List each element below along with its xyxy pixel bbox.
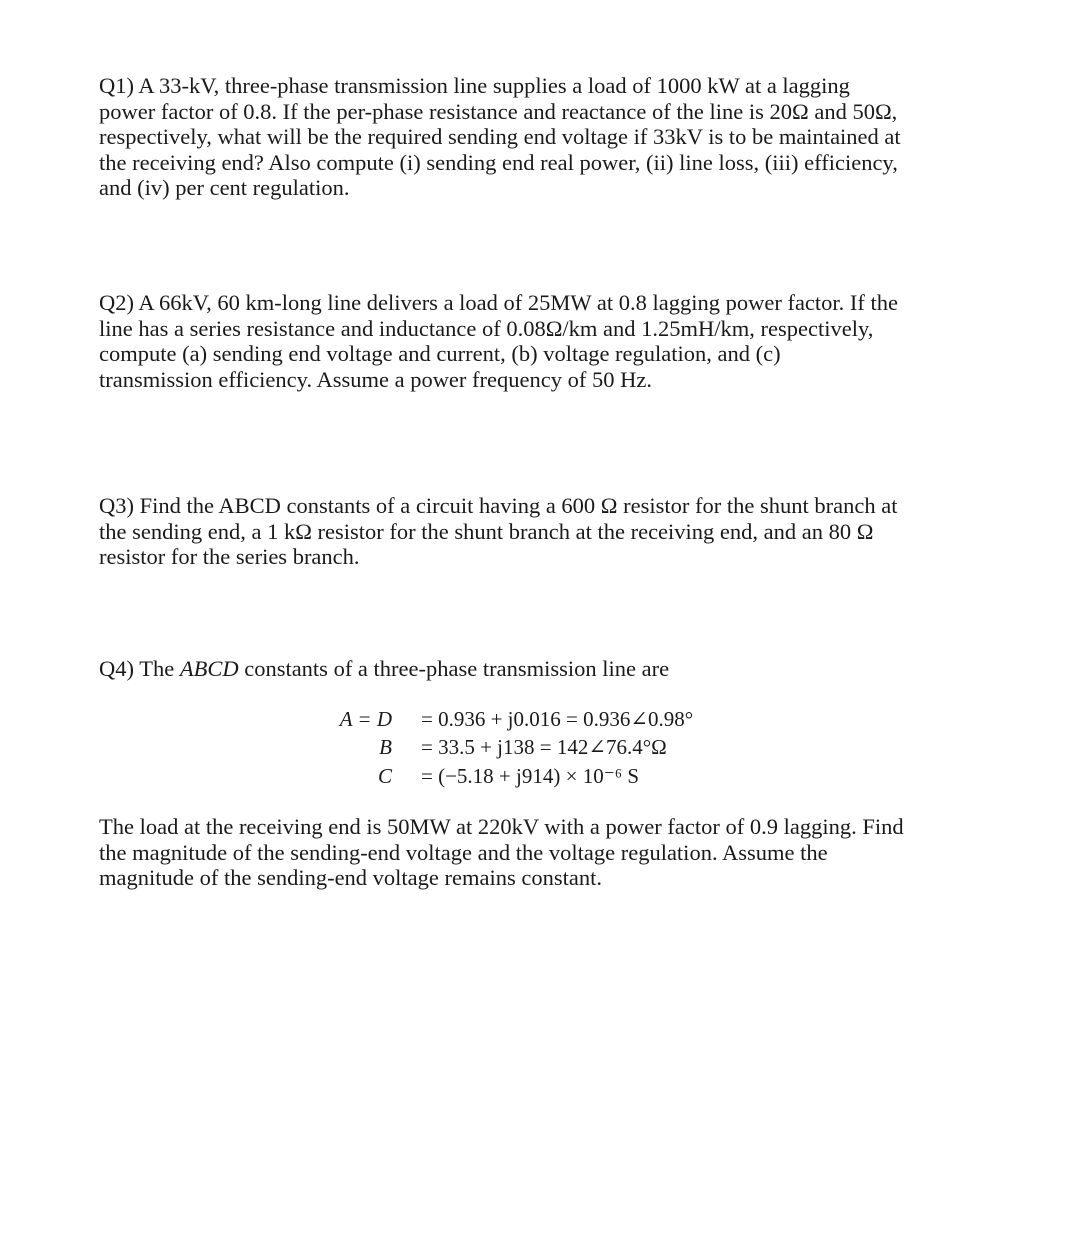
intro-suffix: constants of a three-phase transmission line are (238, 656, 670, 681)
question-4-intro-line (99, 656, 979, 682)
equation-rhs: = 0.936 + j0.016 = 0.936∠0.98° (421, 707, 694, 731)
question-4-line: the magnitude of the sending-end voltage and the voltage regulation. Assume the (99, 839, 828, 865)
question-1-line: respectively, what will be the required sending end voltage if 33kV is to be maintained at (99, 124, 901, 149)
question-1-line: and (iv) per cent regulation. (99, 175, 350, 200)
equation-lhs: A = D (339, 707, 392, 731)
question-3-line: the sending end, a 1 kΩ resistor for the shunt branch at the receiving end, and an 80 Ω (99, 518, 874, 544)
intro-italic: ABCD (179, 656, 239, 681)
question-4-intro (99, 656, 979, 682)
equation-rhs: = (−5.18 + j914) × 10⁻⁶ S (421, 764, 640, 788)
question-2-line: transmission efficiency. Assume a power frequency of 50 Hz. (99, 366, 652, 392)
equation-lhs: C (377, 764, 392, 788)
question-3-line: Q3) Find the ABCD constants of a circuit having a 600 Ω resistor for the shunt branch at (99, 493, 898, 518)
equation-lhs: B (379, 735, 392, 759)
question-3 (99, 493, 979, 570)
question-1-line: the receiving end? Also compute (i) sending end real power, (ii) line loss, (iii) efficiency, (99, 149, 898, 175)
question-4-line: magnitude of the sending-end voltage remains constant. (99, 865, 602, 890)
question-2-line: compute (a) sending end voltage and current, (b) voltage regulation, and (c) (99, 341, 781, 366)
equation-rhs: = 33.5 + j138 = 142∠76.4°Ω (421, 735, 667, 759)
question-4-line: The load at the receiving end is 50MW at 220kV with a power factor of 0.9 lagging. Find (99, 814, 904, 839)
question-4-body (99, 814, 979, 891)
question-2-line: line has a series resistance and inductance of 0.08Ω/km and 1.25mH/km, respectively, (99, 315, 874, 341)
question-3-line: resistor for the series branch. (99, 544, 360, 569)
question-2-line: Q2) A 66kV, 60 km-long line delivers a load of 25MW at 0.8 lagging power factor. If the (99, 290, 899, 315)
question-2 (99, 290, 979, 392)
intro-prefix: Q4) The (99, 656, 180, 681)
question-1-line: power factor of 0.8. If the per-phase resistance and reactance of the line is 20Ω and 50Ω, (99, 98, 898, 124)
question-1 (99, 73, 979, 201)
question-1-line: Q1) A 33-kV, three-phase transmission line supplies a load of 1000 kW at a lagging (99, 73, 850, 98)
